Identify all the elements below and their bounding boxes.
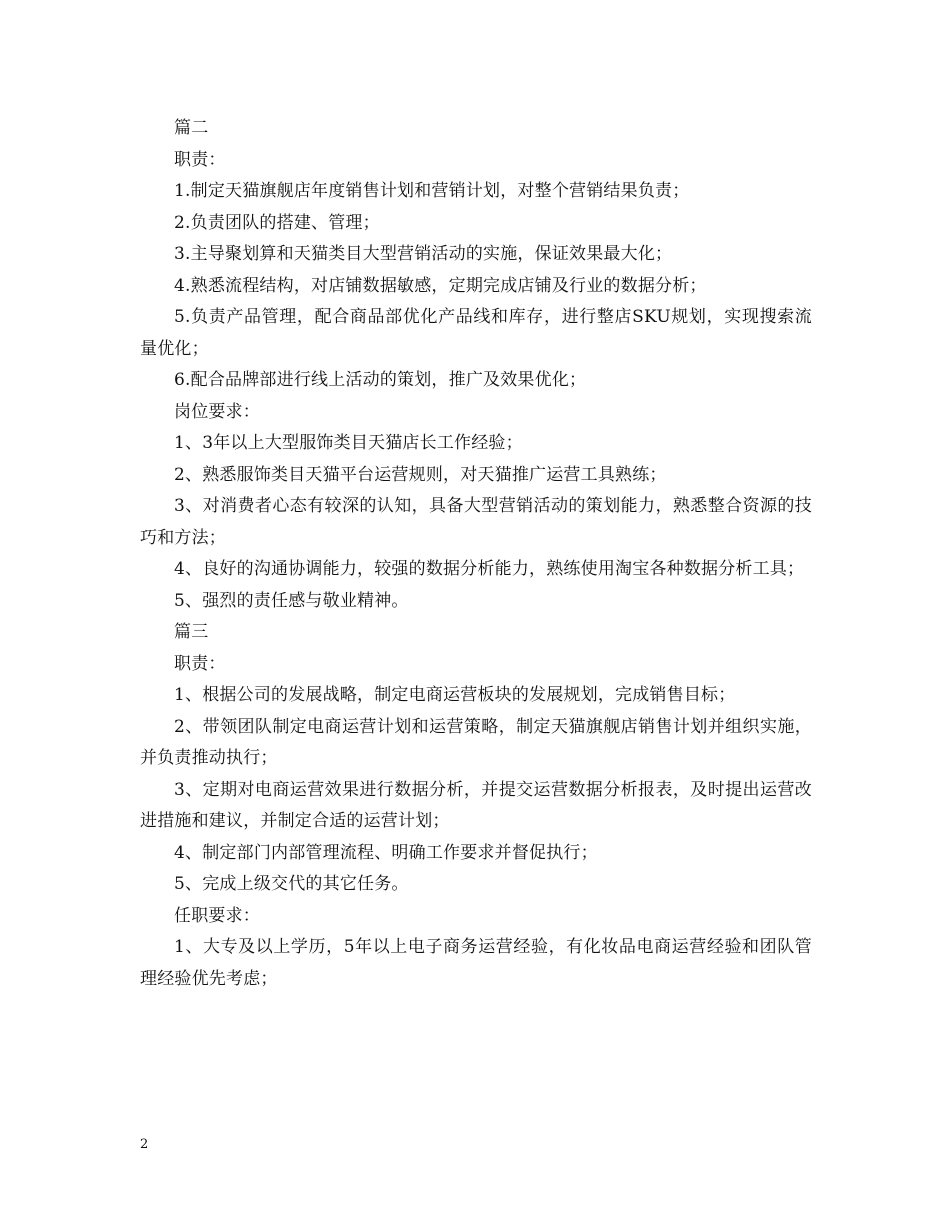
responsibilities-heading: 职责： [174,653,226,674]
requirements-heading: 岗位要求： [174,401,260,422]
paragraph: 2、带领团队制定电商运营计划和运营策略，制定天猫旗舰店销售计划并组织实施，并负责推动执行； [140,716,812,768]
paragraph: 2、熟悉服饰类目天猫平台运营规则，对天猫推广运营工具熟练； [174,464,667,485]
responsibilities-heading: 职责： [174,149,226,170]
paragraph: 2.负责团队的搭建、管理； [174,212,380,233]
paragraph: 1、大专及以上学历，5年以上电子商务运营经验，有化妆品电商运营经验和团队管理经验优先考虑； [140,937,812,989]
page-number: 2 [140,1137,149,1152]
paragraph: 4、良好的沟通协调能力，较强的数据分析能力，熟练使用淘宝各种数据分析工具； [174,559,805,579]
section-heading-3: 篇三 [174,622,209,642]
paragraph: 1.制定天猫旗舰店年度销售计划和营销计划，对整个营销结果负责； [174,181,690,201]
paragraph: 3、对消费者心态有较深的认知，具备大型营销活动的策划能力，熟悉整合资源的技巧和方法； [140,496,812,548]
paragraph: 3、定期对电商运营效果进行数据分析，并提交运营数据分析报表，及时提出运营改进措施和建议，并制定合适的运营计划； [140,779,812,831]
paragraph: 3.主导聚划算和天猫类目大型营销活动的实施，保证效果最大化； [174,244,673,264]
paragraph: 4、制定部门内部管理流程、明确工作要求并督促执行； [174,842,598,863]
requirements-heading: 任职要求： [174,905,260,926]
document-body [140,113,812,995]
paragraph: 1、3年以上大型服饰类目天猫店长工作经验； [174,433,523,453]
paragraph: 1、根据公司的发展战略，制定电商运营板块的发展规划，完成销售目标； [174,685,736,705]
paragraph: 5、完成上级交代的其它任务。 [174,874,409,894]
paragraph: 4.熟悉流程结构，对店铺数据敏感，定期完成店铺及行业的数据分析； [174,275,707,296]
section-heading-2: 篇二 [174,118,209,138]
paragraph: 5.负责产品管理，配合商品部优化产品线和库存，进行整店SKU规划，实现搜索流量优化； [140,307,812,359]
paragraph: 6.配合品牌部进行线上活动的策划，推广及效果优化； [174,370,587,390]
paragraph: 5、强烈的责任感与敬业精神。 [174,590,409,611]
